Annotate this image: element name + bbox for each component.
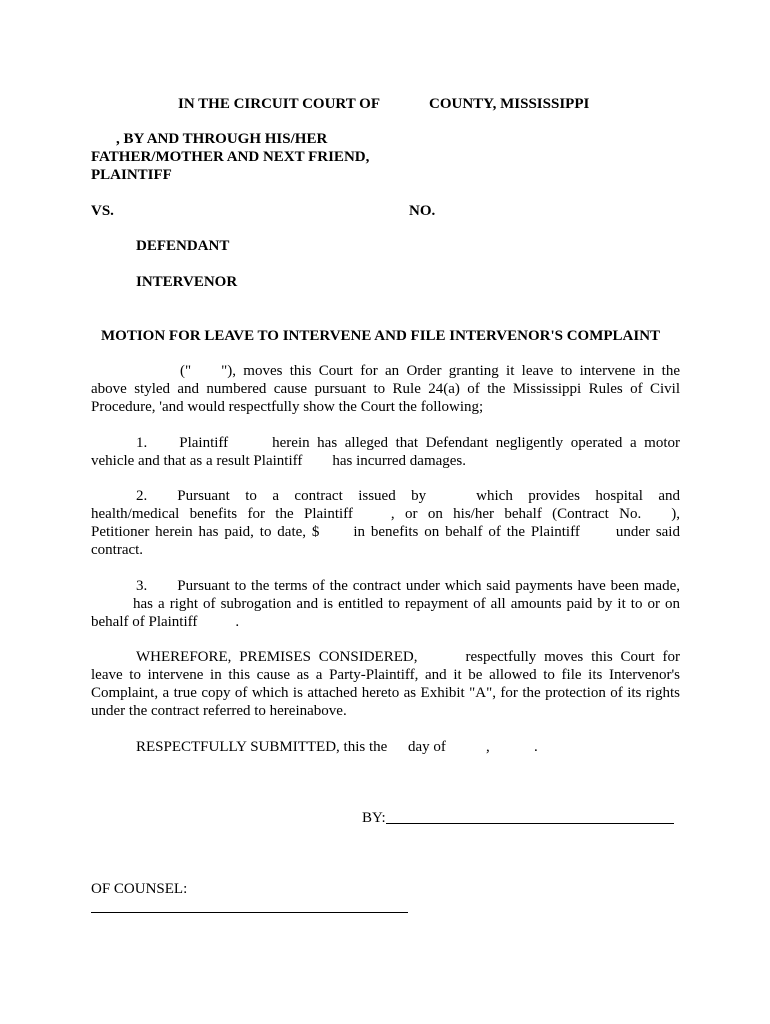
wherefore-paragraph — [91, 648, 680, 720]
signature-by-label: BY: — [362, 810, 386, 826]
para3-line-3b: . — [235, 614, 240, 630]
signature-line — [386, 823, 674, 824]
para1-number: 1. — [136, 435, 148, 451]
wherefore-line-4: under the contract referred to hereinabove. — [91, 703, 347, 719]
para3-line-2: has a right of subrogation and is entitled to repayment of all amounts paid by it to or on — [133, 596, 680, 612]
para1-plaintiff: Plaintiff — [179, 435, 229, 451]
plaintiff-line-2: FATHER/MOTHER AND NEXT FRIEND, — [91, 149, 370, 165]
wherefore-line-1a: WHEREFORE, PREMISES CONSIDERED, — [136, 649, 418, 665]
wherefore-line-2: leave to intervene in this cause as a Party-Plaintiff, and it be allowed to file its Intervenor's — [91, 667, 680, 683]
submitted-period: . — [534, 739, 538, 755]
para2-number: 2. — [136, 488, 148, 504]
counsel-signature-line — [91, 912, 408, 913]
para2-line-3a: Petitioner herein has paid, to date, $ — [91, 524, 320, 540]
para2-line-4: contract. — [91, 542, 144, 558]
para1-line-2a: vehicle and that as a result Plaintiff — [91, 453, 303, 469]
intro-line-1: "), moves this Court for an Order granting it leave to intervene in the — [221, 363, 680, 379]
para2-line-2b: , or on his/her behalf (Contract No. — [390, 506, 642, 522]
para2-line-3c: under said — [615, 524, 680, 540]
plaintiff-label: PLAINTIFF — [91, 167, 172, 183]
intro-line-2: above styled and numbered cause pursuant to Rule 24(a) of the Mississippi Rules of Civil — [91, 381, 680, 397]
intro-line-3: Procedure, 'and would respectfully show the Court the following; — [91, 399, 484, 415]
intro-paragraph — [91, 362, 680, 416]
intro-open-quote: (" — [180, 363, 192, 379]
versus-label: VS. — [91, 203, 114, 219]
wherefore-line-3: Complaint, a true copy of which is attached hereto as Exhibit "A", for the protection of its rights — [91, 685, 680, 701]
paragraph-2 — [91, 487, 680, 559]
para3-number: 3. — [136, 578, 148, 594]
para2-line-3b: in benefits on behalf of the Plaintiff — [353, 524, 580, 540]
plaintiff-line-1: , BY AND THROUGH HIS/HER — [116, 131, 328, 147]
para1-line-1: herein has alleged that Defendant negligently operated a motor — [272, 435, 680, 451]
para2-line-2c: ), — [671, 506, 680, 522]
submitted-day-of: day of — [408, 739, 446, 755]
para2-line-1b: which provides hospital and — [476, 488, 680, 504]
intervenor-label: INTERVENOR — [136, 274, 238, 290]
paragraph-1 — [91, 434, 680, 470]
para2-line-2a: health/medical benefits for the Plaintiff — [91, 506, 353, 522]
para3-line-1: Pursuant to the terms of the contract under which said payments have been made, — [177, 578, 680, 594]
court-name-left: IN THE CIRCUIT COURT OF — [178, 96, 381, 112]
court-county: COUNTY, MISSISSIPPI — [429, 96, 590, 112]
of-counsel-label: OF COUNSEL: — [91, 881, 188, 897]
para1-line-2b: has incurred damages. — [332, 453, 467, 469]
defendant-label: DEFENDANT — [136, 238, 230, 254]
motion-title: MOTION FOR LEAVE TO INTERVENE AND FILE INTERVENOR'S COMPLAINT — [101, 328, 661, 344]
submitted-text: RESPECTFULLY SUBMITTED, this the — [136, 739, 388, 755]
paragraph-3 — [91, 577, 680, 631]
para2-line-1a: Pursuant to a contract issued by — [177, 488, 427, 504]
case-number-label: NO. — [409, 203, 436, 219]
wherefore-line-1b: respectfully moves this Court for — [465, 649, 681, 665]
submitted-comma: , — [486, 739, 490, 755]
para3-line-3a: behalf of Plaintiff — [91, 614, 198, 630]
